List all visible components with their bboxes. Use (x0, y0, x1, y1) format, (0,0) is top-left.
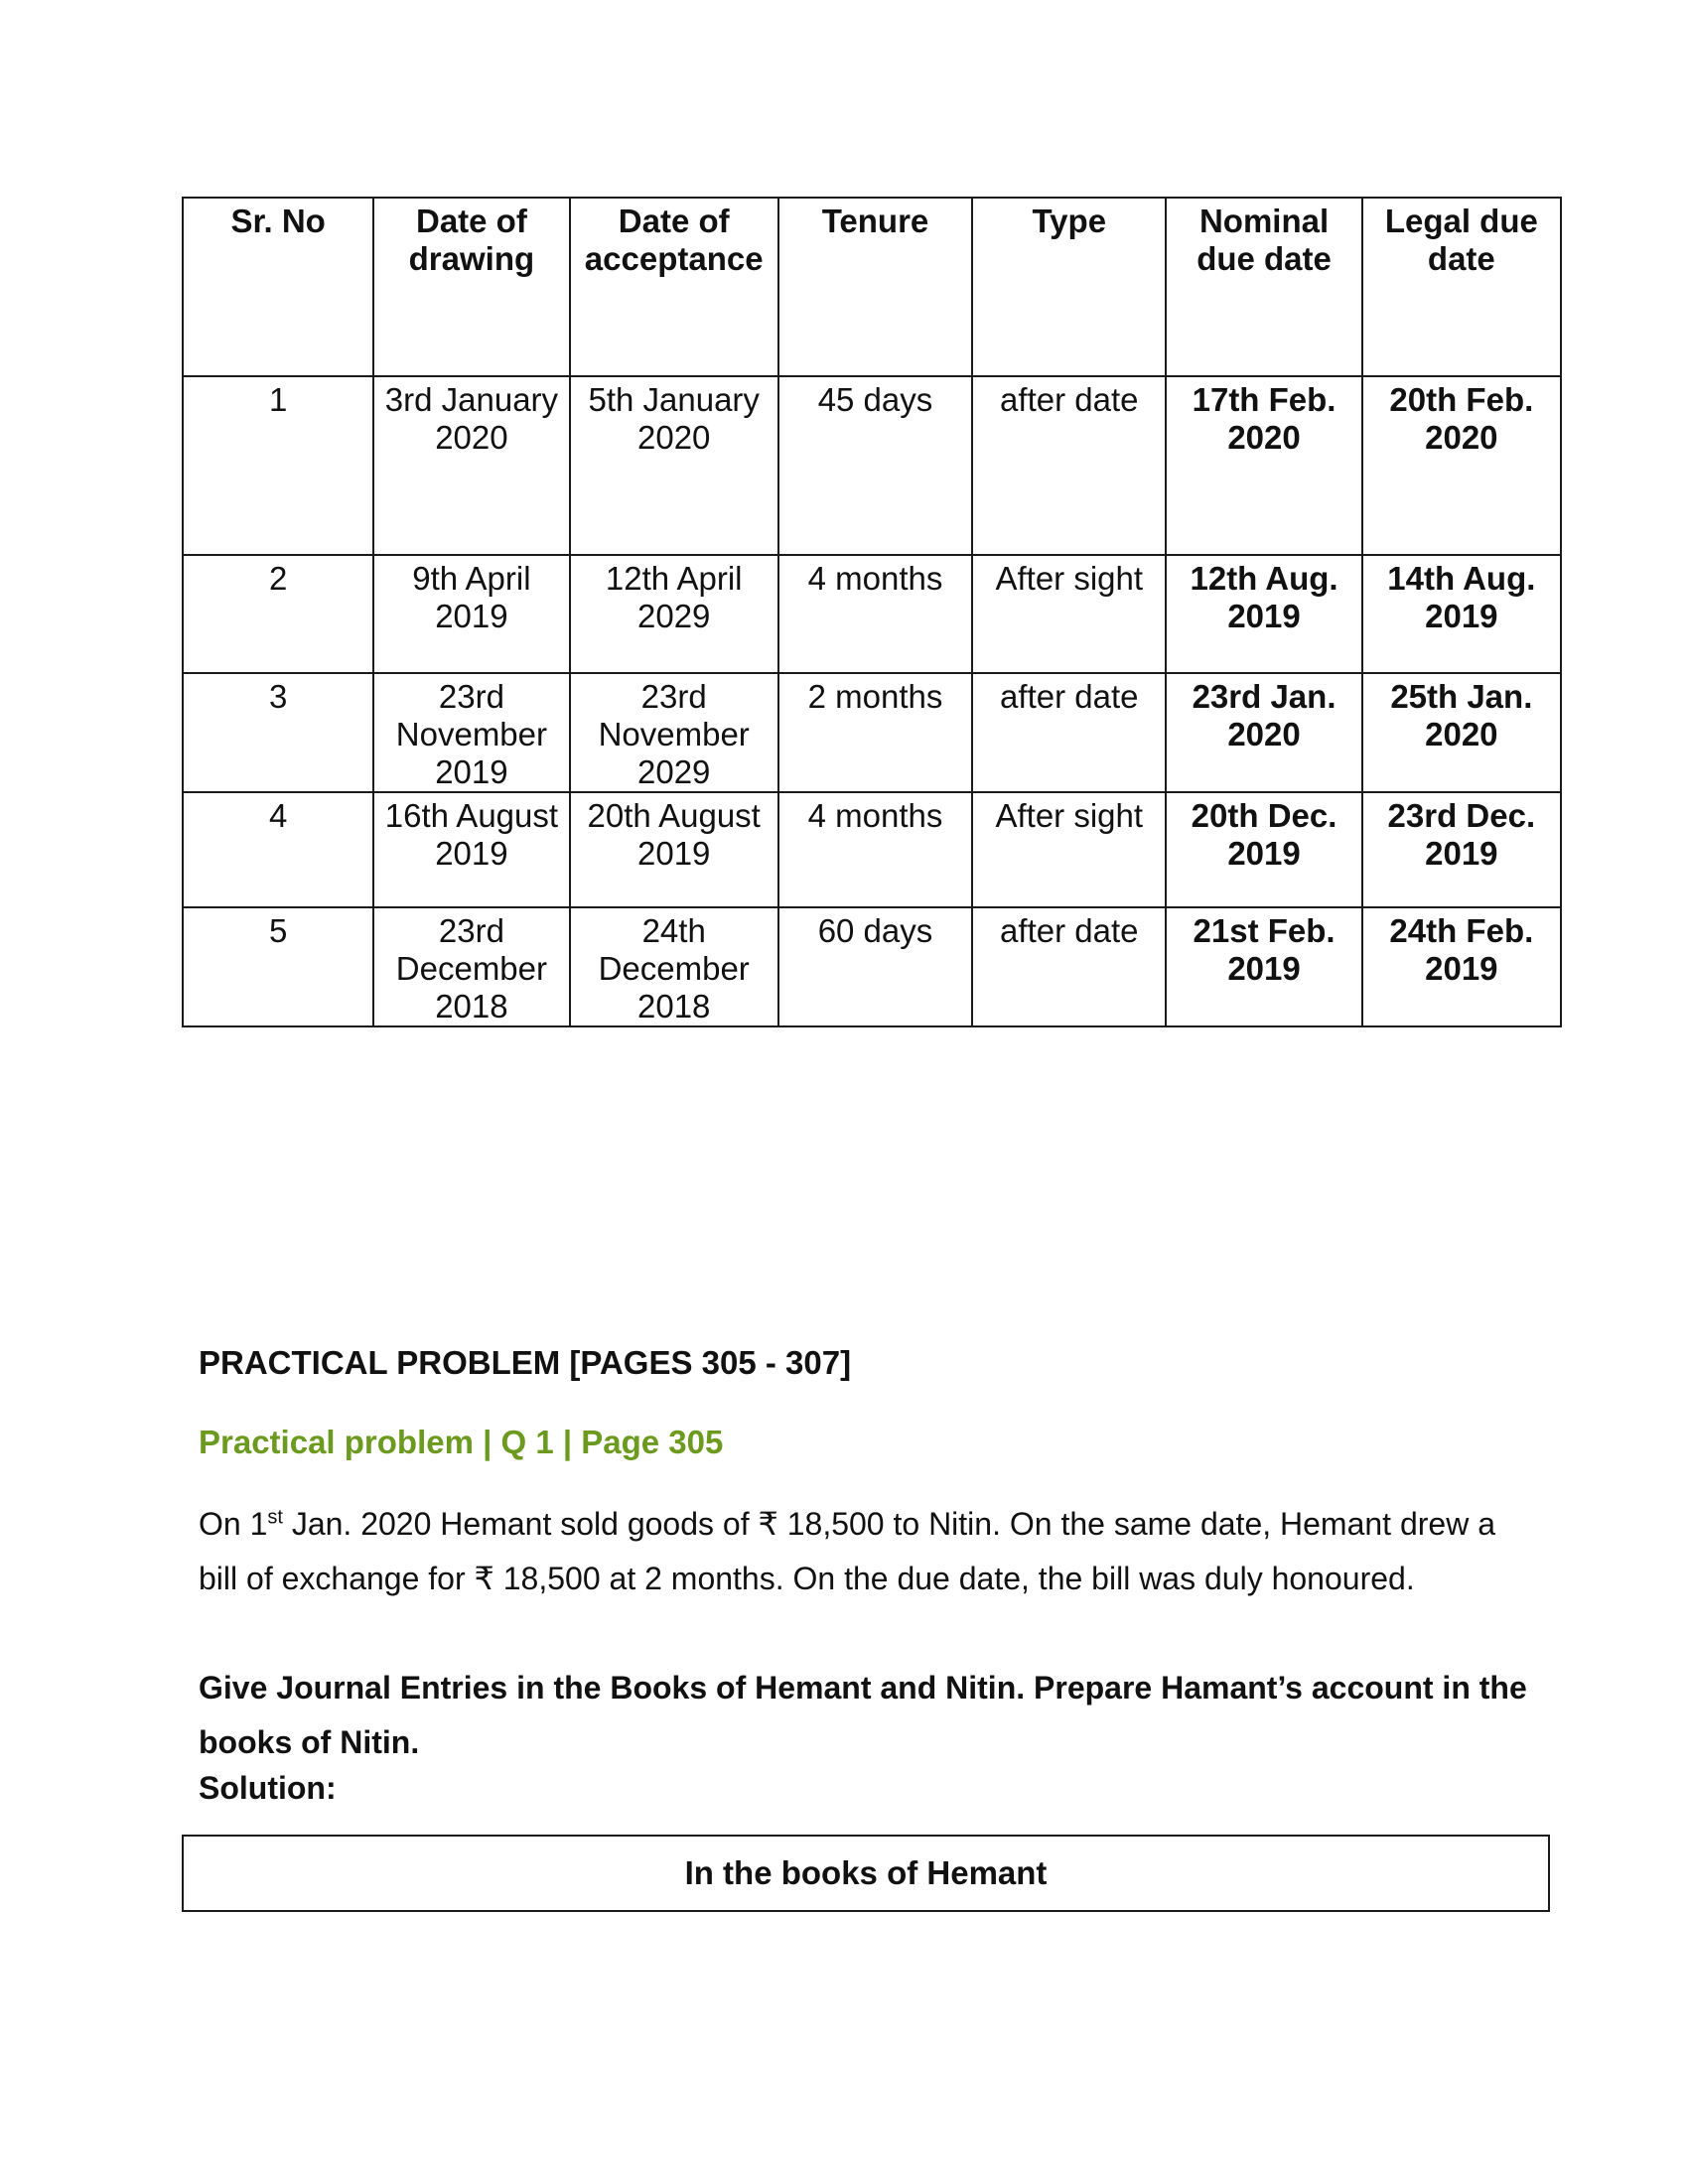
solution-label: Solution: (199, 1770, 337, 1806)
table-row (183, 555, 1561, 673)
table-row (183, 792, 1561, 907)
cell-legal: 14th Aug. 2019 (1362, 555, 1561, 673)
cell-acceptance: 20th August 2019 (570, 792, 778, 907)
problem-body: Jan. 2020 Hemant sold goods of ₹ 18,500 to Nitin. On the same date, Hemant drew a bill of exchange for ₹ 18,500 at 2 months. On the due date, the bill was duly honoured. (199, 1506, 1495, 1596)
cell-legal: 20th Feb. 2020 (1362, 376, 1561, 555)
cell-type: After sight (972, 555, 1166, 673)
cell-type: after date (972, 673, 1166, 792)
problem-prefix: On 1 (199, 1506, 268, 1542)
cell-tenure: 2 months (778, 673, 972, 792)
problem-statement (199, 1497, 1509, 1606)
cell-type: after date (972, 907, 1166, 1026)
header-nominal-due-date: Nominal due date (1166, 198, 1361, 376)
header-legal-due-date: Legal due date (1362, 198, 1561, 376)
cell-legal: 23rd Dec. 2019 (1362, 792, 1561, 907)
table-row (183, 673, 1561, 792)
cell-sr: 3 (183, 673, 373, 792)
cell-sr: 4 (183, 792, 373, 907)
cell-tenure: 4 months (778, 792, 972, 907)
cell-type: after date (972, 376, 1166, 555)
cell-nominal: 17th Feb. 2020 (1166, 376, 1361, 555)
header-date-of-drawing: Date of drawing (373, 198, 569, 376)
cell-legal: 25th Jan. 2020 (1362, 673, 1561, 792)
cell-tenure: 4 months (778, 555, 972, 673)
table-row (183, 376, 1561, 555)
cell-sr: 1 (183, 376, 373, 555)
cell-sr: 5 (183, 907, 373, 1026)
instruction-text: Give Journal Entries in the Books of Hemant and Nitin. Prepare Hamant’s account in the books of Nitin. (199, 1670, 1527, 1760)
cell-sr: 2 (183, 555, 373, 673)
table-row (183, 907, 1561, 1026)
header-date-of-acceptance: Date of acceptance (570, 198, 778, 376)
cell-drawing: 9th April 2019 (373, 555, 569, 673)
books-heading-box (182, 1835, 1550, 1912)
cell-acceptance: 24th December 2018 (570, 907, 778, 1026)
cell-tenure: 45 days (778, 376, 972, 555)
cell-nominal: 23rd Jan. 2020 (1166, 673, 1361, 792)
books-heading: In the books of Hemant (684, 1854, 1048, 1891)
cell-drawing: 23rd December 2018 (373, 907, 569, 1026)
cell-nominal: 12th Aug. 2019 (1166, 555, 1361, 673)
header-tenure: Tenure (778, 198, 972, 376)
cell-drawing: 23rd November 2019 (373, 673, 569, 792)
cell-acceptance: 5th January 2020 (570, 376, 778, 555)
ordinal-suffix: st (267, 1506, 283, 1529)
cell-acceptance: 23rd November 2029 (570, 673, 778, 792)
cell-drawing: 16th August 2019 (373, 792, 569, 907)
cell-nominal: 20th Dec. 2019 (1166, 792, 1361, 907)
cell-acceptance: 12th April 2029 (570, 555, 778, 673)
cell-legal: 24th Feb. 2019 (1362, 907, 1561, 1026)
cell-tenure: 60 days (778, 907, 972, 1026)
cell-nominal: 21st Feb. 2019 (1166, 907, 1361, 1026)
problem-reference: Practical problem | Q 1 | Page 305 (199, 1424, 724, 1460)
table-header-row (183, 198, 1561, 376)
header-sr-no: Sr. No (183, 198, 373, 376)
cell-type: After sight (972, 792, 1166, 907)
section-heading: PRACTICAL PROBLEM [PAGES 305 - 307] (199, 1344, 852, 1381)
header-type: Type (972, 198, 1166, 376)
due-date-table (182, 197, 1562, 1027)
cell-drawing: 3rd January 2020 (373, 376, 569, 555)
